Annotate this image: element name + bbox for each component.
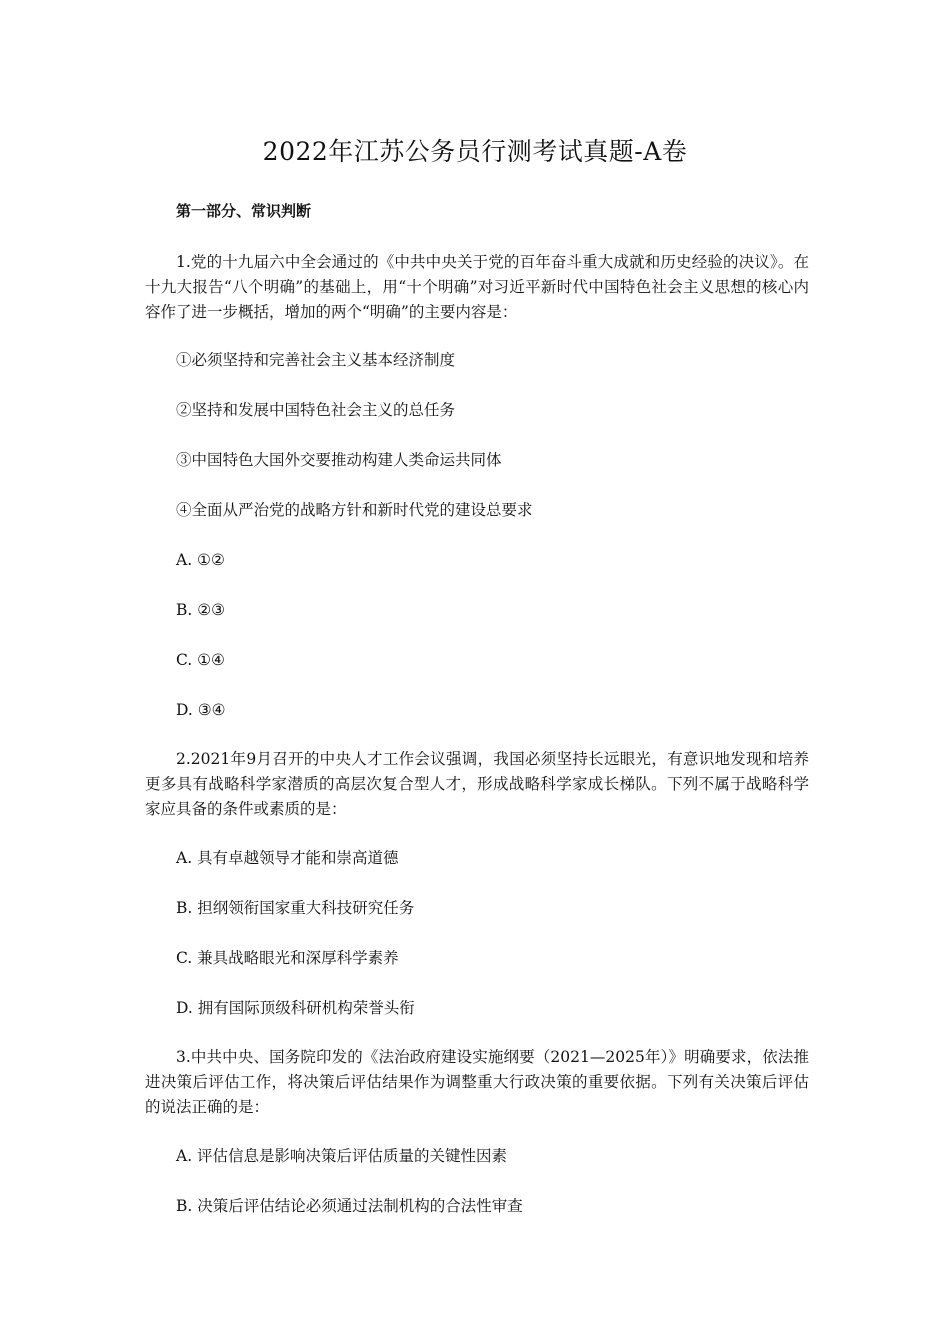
question-3-stem: 3.中共中央、国务院印发的《法治政府建设实施纲要（2021—2025年）》明确要求，依法推进决策后评估工作，将决策后评估结果作为调整重大行政决策的重要依据。下列有关决策后评估的说法正确的是： — [145, 1048, 809, 1116]
question-3-option-b: B. 决策后评估结论必须通过法制机构的合法性审查 — [176, 1197, 523, 1215]
question-1-statement-4: ④全面从严治党的战略方针和新时代党的建设总要求 — [176, 501, 533, 519]
question-2-option-b: B. 担纲领衔国家重大科技研究任务 — [176, 899, 415, 917]
document-title: 2022年江苏公务员行测考试真题-A卷 — [262, 137, 688, 166]
question-2-stem: 2.2021年9月召开的中央人才工作会议强调，我国必须坚持长远眼光，有意识地发现和培养更多具有战略科学家潜质的高层次复合型人才，形成战略科学家成长梯队。下列不属于战略科学家应具备的条件或素质的是： — [145, 750, 809, 818]
question-3-option-a: A. 评估信息是影响决策后评估质量的关键性因素 — [176, 1147, 508, 1165]
question-1-statement-2: ②坚持和发展中国特色社会主义的总任务 — [176, 401, 456, 419]
question-1-option-c: C. ①④ — [176, 651, 225, 669]
question-1-stem: 1.党的十九届六中全会通过的《中共中央关于党的百年奋斗重大成就和历史经验的决议》。在十九大报告“八个明确”的基础上，用“十个明确”对习近平新时代中国特色社会主义思想的核心内容作了进一步概括，增加的两个“明确”的主要内容是： — [145, 253, 809, 321]
question-1-option-a: A. ①② — [176, 551, 225, 569]
question-1-statement-3: ③中国特色大国外交要推动构建人类命运共同体 — [176, 451, 502, 469]
question-1-statement-1: ①必须坚持和完善社会主义基本经济制度 — [176, 351, 456, 369]
section-heading: 第一部分、常识判断 — [176, 202, 312, 220]
question-1-option-b: B. ②③ — [176, 601, 226, 619]
question-2-option-c: C. 兼具战略眼光和深厚科学素养 — [176, 949, 399, 967]
question-2-option-d: D. 拥有国际顶级科研机构荣誉头衔 — [176, 999, 415, 1017]
question-1-option-d: D. ③④ — [176, 701, 226, 719]
question-2-option-a: A. 具有卓越领导才能和崇高道德 — [176, 849, 399, 867]
